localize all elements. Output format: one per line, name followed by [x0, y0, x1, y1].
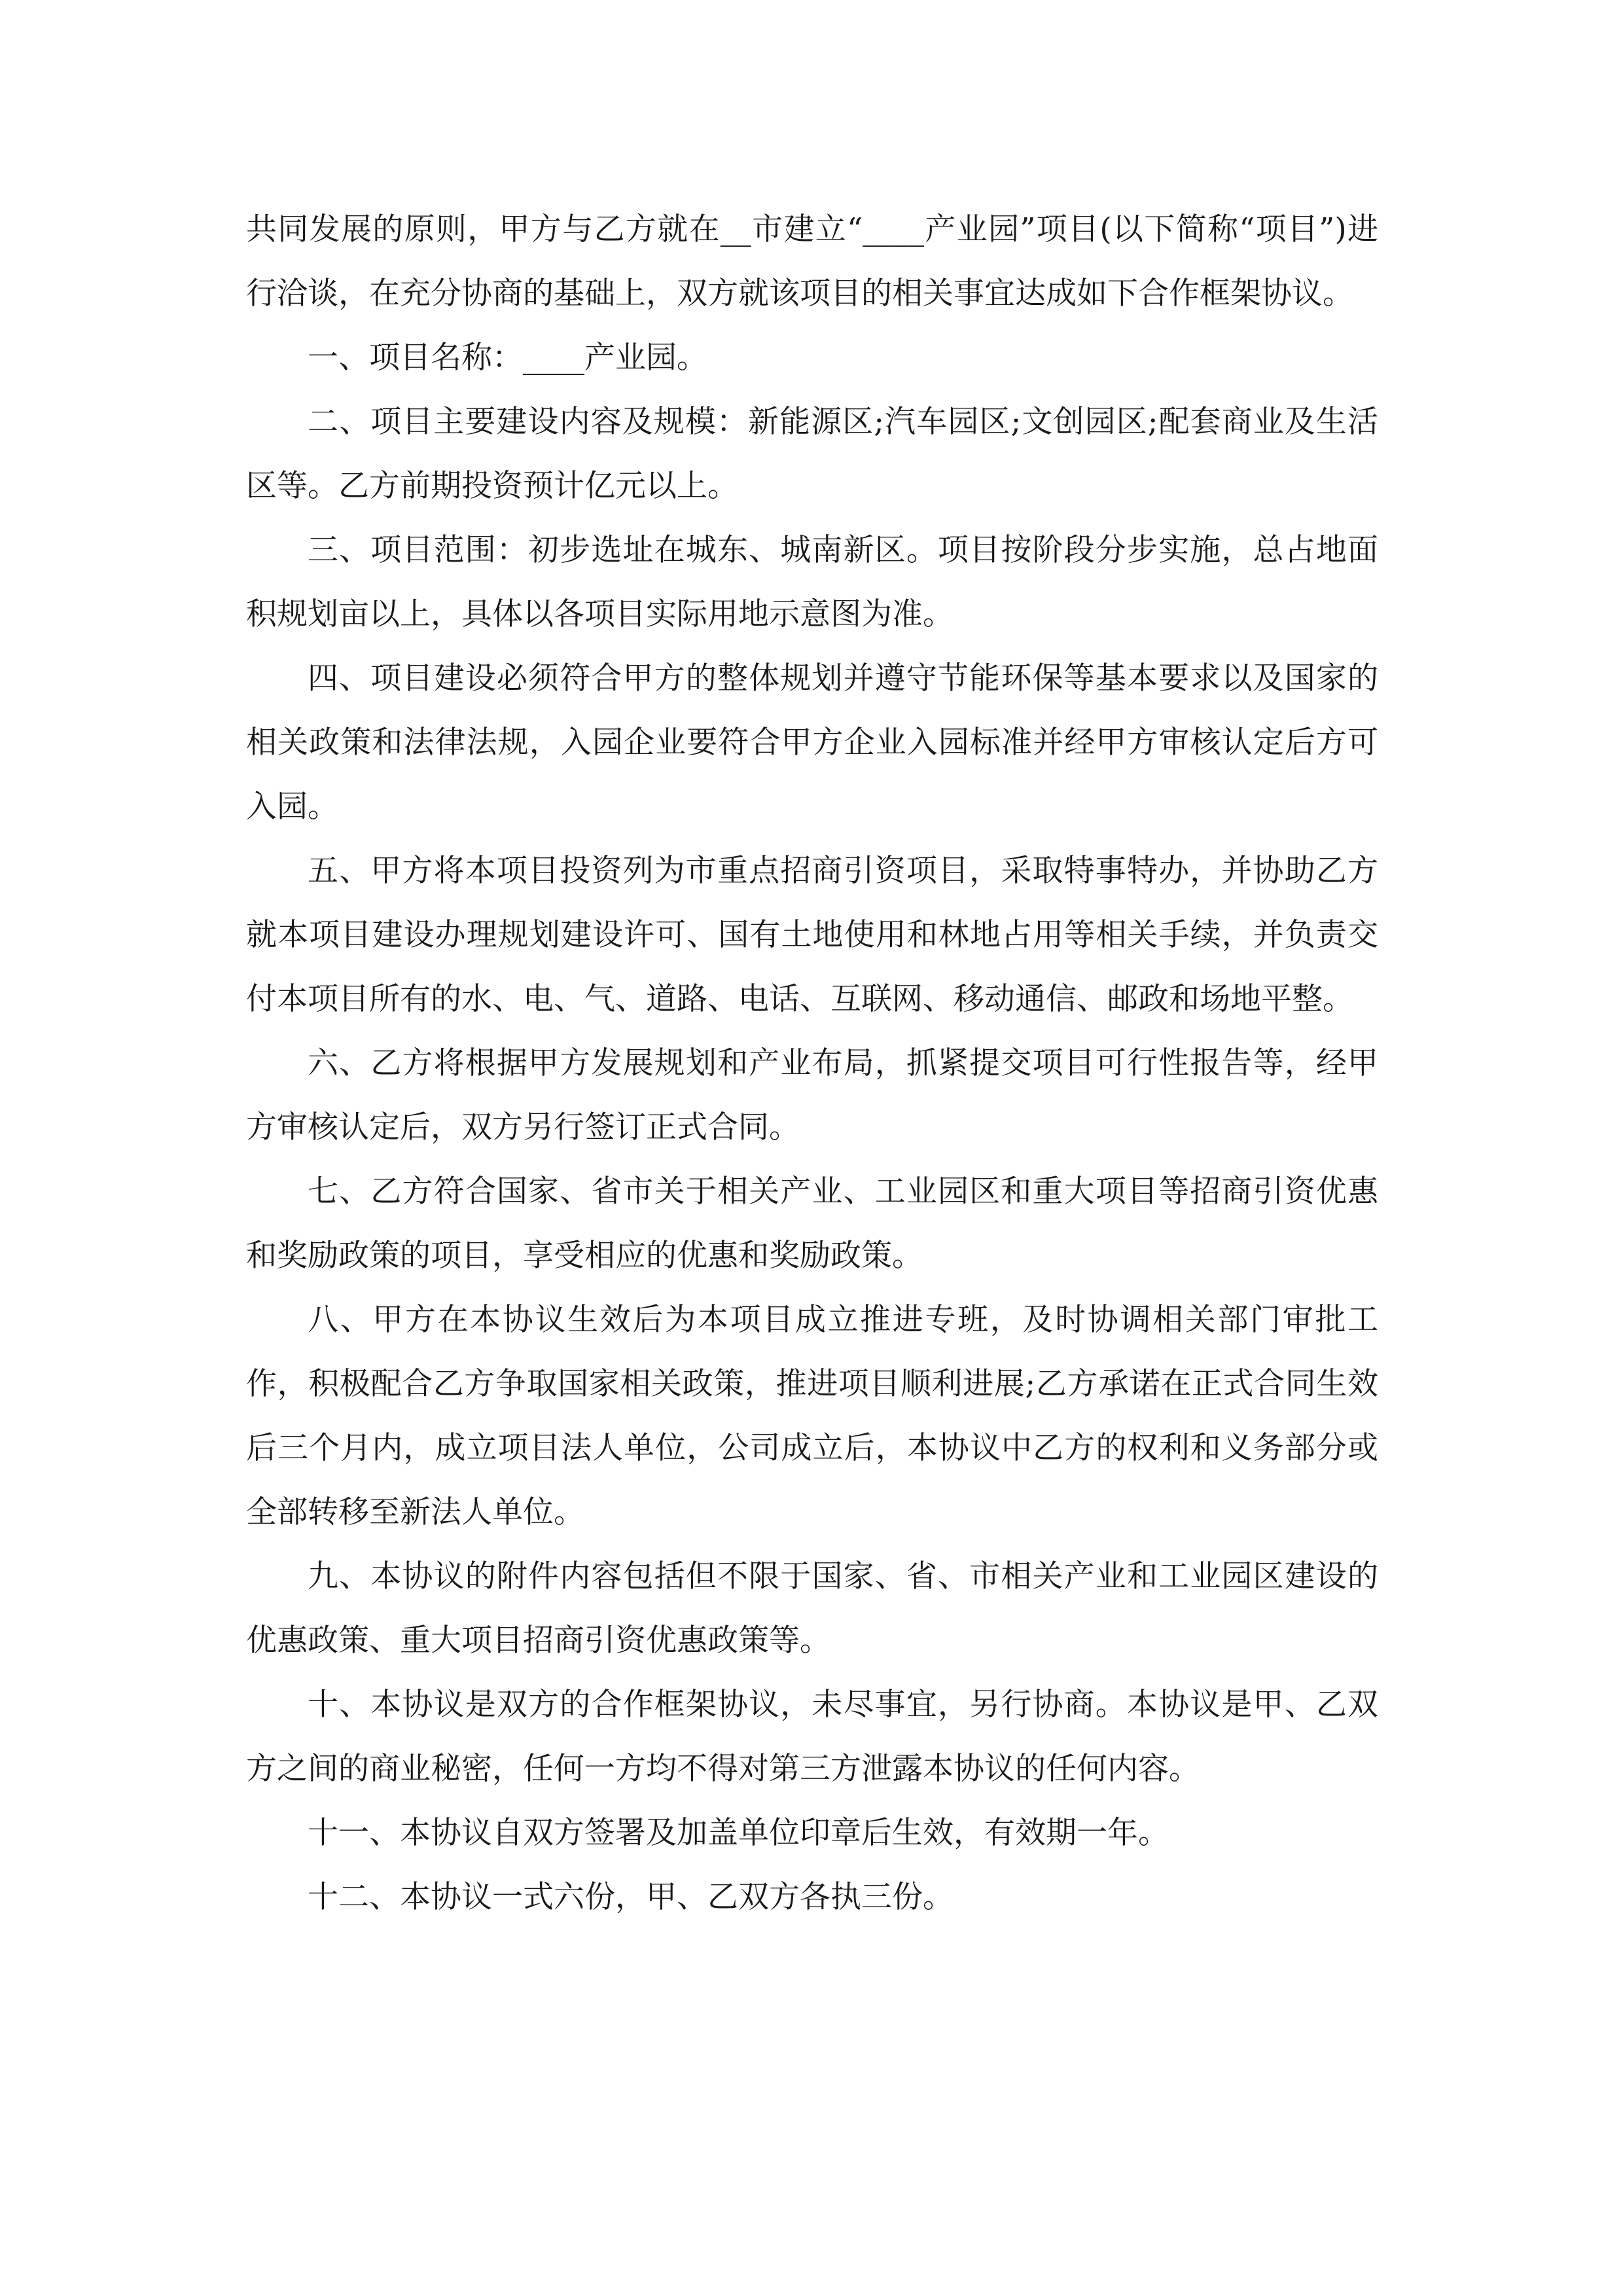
- clause-11: 十一、本协议自双方签署及加盖单位印章后生效，有效期一年。: [308, 1815, 1169, 1851]
- clause-3: 三、项目范围：初步选址在城东、城南新区。项目按阶段分步实施，总占地面积规划亩以上，具体以各项目实际用地示意图为准。: [246, 532, 1378, 632]
- clause-10: 十、本协议是双方的合作框架协议，未尽事宜，另行协商。本协议是甲、乙双方之间的商业秘密，任何一方均不得对第三方泄露本协议的任何内容。: [246, 1687, 1378, 1787]
- clause-9: 九、本协议的附件内容包括但不限于国家、省、市相关产业和工业园区建设的优惠政策、重大项目招商引资优惠政策等。: [246, 1558, 1378, 1659]
- intro-paragraph: 共同发展的原则，甲方与乙方就在__市建立“____产业园”项目(以下简称“项目”)进行洽谈，在充分协商的基础上，双方就该项目的相关事宜达成如下合作框架协议。: [246, 211, 1378, 312]
- clause-2: 二、项目主要建设内容及规模：新能源区;汽车园区;文创园区;配套商业及生活区等。乙方前期投资预计亿元以上。: [246, 404, 1378, 504]
- clause-4: 四、项目建设必须符合甲方的整体规划并遵守节能环保等基本要求以及国家的相关政策和法律法规，入园企业要符合甲方企业入园标准并经甲方审核认定后方可入园。: [246, 660, 1378, 825]
- clause-8: 八、甲方在本协议生效后为本项目成立推进专班，及时协调相关部门审批工作，积极配合乙方争取国家相关政策，推进项目顺利进展;乙方承诺在正式合同生效后三个月内，成立项目法人单位，公司成立后，本协议中乙方的权利和义务部分或全部转移至新法人单位。: [246, 1302, 1378, 1530]
- clause-1: 一、项目名称：____产业园。: [308, 340, 707, 376]
- clause-7: 七、乙方符合国家、省市关于相关产业、工业园区和重大项目等招商引资优惠和奖励政策的项目，享受相应的优惠和奖励政策。: [246, 1174, 1378, 1274]
- clause-5: 五、甲方将本项目投资列为市重点招商引资项目，采取特事特办，并协助乙方就本项目建设办理规划建设许可、国有土地使用和林地占用等相关手续，并负责交付本项目所有的水、电、气、道路、电话、互联网、移动通信、邮政和场地平整。: [246, 853, 1378, 1017]
- clause-12: 十二、本协议一式六份，甲、乙双方各执三份。: [308, 1879, 954, 1915]
- document-body: [246, 198, 1378, 1929]
- clause-6: 六、乙方将根据甲方发展规划和产业布局，抓紧提交项目可行性报告等，经甲方审核认定后，双方另行签订正式合同。: [246, 1045, 1378, 1145]
